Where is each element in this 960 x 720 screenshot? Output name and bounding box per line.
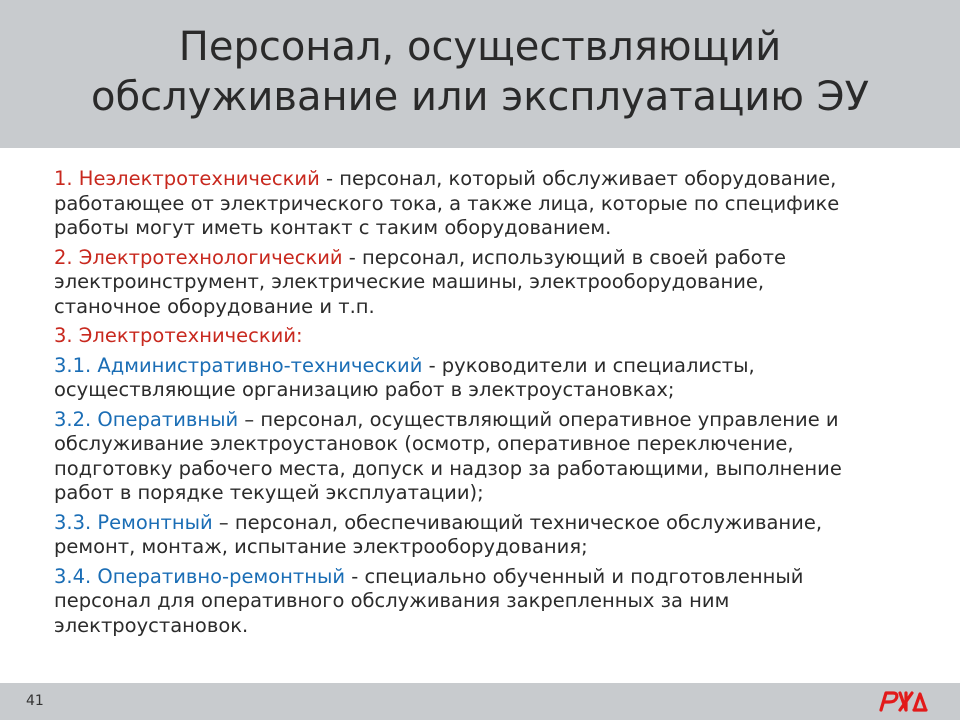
- item-3-4-line-3: электроустановок.: [54, 613, 249, 637]
- term-electrotechnical: 3. Электротехнический:: [54, 324, 303, 347]
- item-2-line-3: станочное оборудование и т.п.: [54, 294, 375, 318]
- slide-body: [54, 167, 914, 643]
- list-item-3-1: [54, 354, 914, 403]
- item-3-2-line-3: подготовку рабочего места, допуск и надзор за работающими, выполнение: [54, 456, 842, 480]
- list-item-1: [54, 167, 914, 241]
- item-2-line-1: - персонал, использующий в своей работе: [342, 245, 786, 269]
- term-administrative-technical: 3.1. Административно-технический: [54, 353, 423, 377]
- item-1-line-1: - персонал, который обслуживает оборудование,: [319, 167, 837, 190]
- list-item-3-2: [54, 408, 914, 506]
- rzd-logo-icon: [876, 688, 928, 714]
- item-3-4-line-2: персонал для оперативного обслуживания закрепленных за ним: [54, 589, 730, 612]
- item-1-line-2: работающее от электрического тока, а также лица, которые по специфике: [54, 191, 840, 215]
- item-3-1-line-2: осуществляющие организацию работ в электроустановках;: [54, 378, 675, 401]
- item-3-2-line-2: обслуживание электроустановок (осмотр, оперативное переключение,: [54, 432, 794, 455]
- item-3-3-line-2: ремонт, монтаж, испытание электрооборудования;: [54, 535, 588, 558]
- term-operational: 3.2. Оперативный: [54, 407, 239, 431]
- list-item-3: [54, 324, 914, 349]
- item-3-4-line-1: - специально обученный и подготовленный: [345, 564, 804, 588]
- term-electrotechnological: 2. Электротехнологический: [54, 245, 343, 269]
- list-item-2: [54, 246, 914, 320]
- term-operational-repair: 3.4. Оперативно-ремонтный: [54, 564, 346, 588]
- title-line-2: обслуживание или эксплуатацию ЭУ: [91, 74, 869, 120]
- page-number: 41: [26, 693, 44, 709]
- list-item-3-4: [54, 565, 914, 639]
- item-1-line-3: работы могут иметь контакт с таким оборудованием.: [54, 216, 612, 239]
- item-2-line-2: электроинструмент, электрические машины, электрооборудование,: [54, 270, 765, 293]
- slide-title: [0, 22, 960, 122]
- item-3-3-line-1: – персонал, обеспечивающий техническое обслуживание,: [212, 510, 823, 534]
- item-3-2-line-4: работ в порядке текущей эксплуатации);: [54, 481, 484, 504]
- term-repair: 3.3. Ремонтный: [54, 510, 213, 534]
- list-item-3-3: [54, 511, 914, 560]
- item-3-1-line-1: - руководители и специалисты,: [422, 353, 755, 377]
- item-3-2-line-1: – персонал, осуществляющий оперативное управление и: [238, 407, 839, 431]
- term-non-electrotechnical: 1. Неэлектротехнический: [54, 167, 320, 190]
- slide-header: [0, 0, 960, 148]
- title-line-1: Персонал, осуществляющий: [178, 24, 782, 70]
- slide-footer: [0, 683, 960, 720]
